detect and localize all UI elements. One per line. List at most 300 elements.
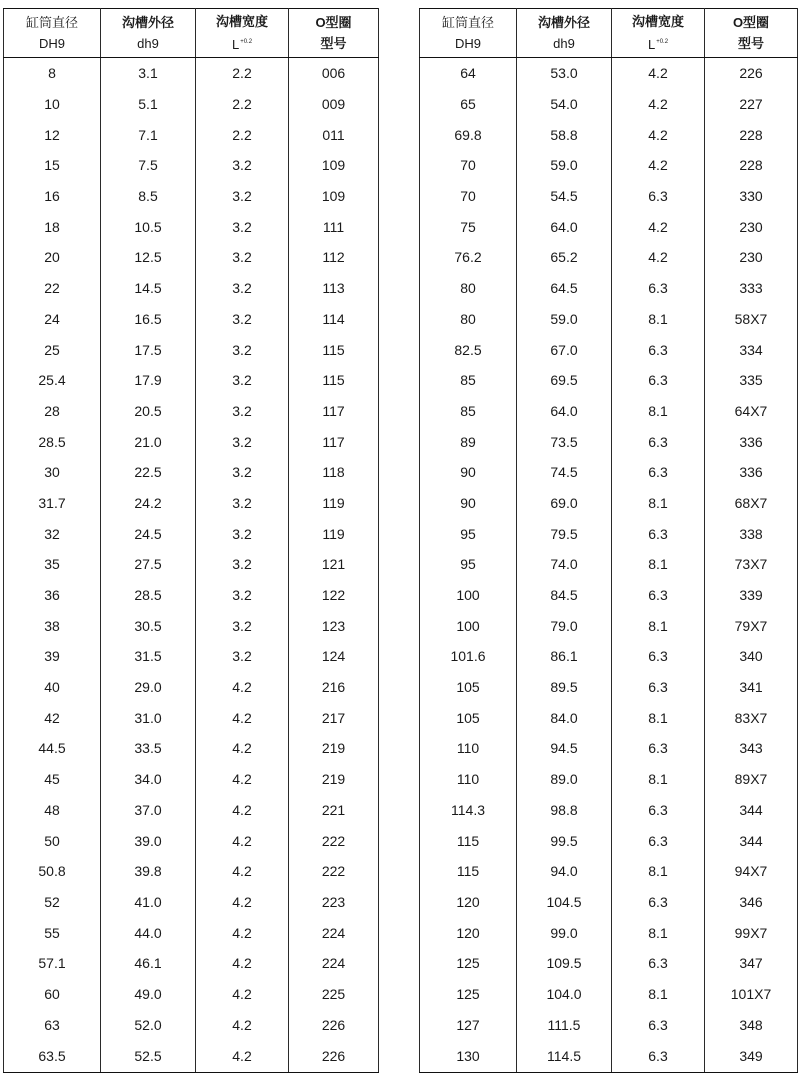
cell-bore: 28 (4, 396, 101, 427)
table-row (4, 181, 379, 212)
table-row (4, 488, 379, 519)
table-row (420, 917, 798, 948)
cell-bore: 36 (4, 580, 101, 611)
cell-groove-width: 4.2 (612, 211, 705, 242)
cell-bore: 95 (420, 549, 517, 580)
header-oring: O型圈 型号 (705, 9, 798, 58)
cell-oring: 228 (705, 119, 798, 150)
cell-bore: 40 (4, 672, 101, 703)
cell-groove-width: 3.2 (196, 610, 289, 641)
cell-bore: 35 (4, 549, 101, 580)
cell-bore: 20 (4, 242, 101, 273)
cell-oring: 58X7 (705, 304, 798, 335)
cell-oring: 113 (289, 273, 379, 304)
table-row (420, 764, 798, 795)
table-row (4, 1040, 379, 1073)
cell-groove-width: 3.2 (196, 641, 289, 672)
header-row (4, 9, 379, 58)
table-row (4, 549, 379, 580)
cell-groove-od: 89.5 (517, 672, 612, 703)
cell-bore: 45 (4, 764, 101, 795)
cell-bore: 82.5 (420, 334, 517, 365)
cell-bore: 125 (420, 979, 517, 1010)
spec-table-left (3, 8, 379, 1073)
table-row (4, 641, 379, 672)
cell-groove-width: 4.2 (612, 58, 705, 89)
cell-bore: 18 (4, 211, 101, 242)
cell-bore: 28.5 (4, 426, 101, 457)
cell-bore: 76.2 (420, 242, 517, 273)
table-row (420, 273, 798, 304)
cell-oring: 119 (289, 488, 379, 519)
cell-bore: 12 (4, 119, 101, 150)
cell-groove-width: 8.1 (612, 304, 705, 335)
cell-bore: 64 (420, 58, 517, 89)
cell-groove-od: 12.5 (101, 242, 196, 273)
table-row (420, 887, 798, 918)
cell-groove-od: 73.5 (517, 426, 612, 457)
cell-oring: 224 (289, 917, 379, 948)
cell-oring: 006 (289, 58, 379, 89)
cell-bore: 89 (420, 426, 517, 457)
cell-oring: 223 (289, 887, 379, 918)
table-row (420, 518, 798, 549)
cell-oring: 226 (289, 1009, 379, 1040)
table-row (4, 58, 379, 89)
cell-bore: 10 (4, 89, 101, 120)
table-row (420, 181, 798, 212)
table-row (4, 733, 379, 764)
cell-bore: 105 (420, 702, 517, 733)
cell-oring: 341 (705, 672, 798, 703)
cell-groove-od: 44.0 (101, 917, 196, 948)
cell-oring: 117 (289, 426, 379, 457)
cell-oring: 219 (289, 764, 379, 795)
table-row (420, 242, 798, 273)
cell-bore: 70 (420, 150, 517, 181)
cell-bore: 110 (420, 764, 517, 795)
cell-groove-width: 3.2 (196, 426, 289, 457)
cell-groove-width: 6.3 (612, 426, 705, 457)
cell-oring: 83X7 (705, 702, 798, 733)
cell-groove-od: 24.5 (101, 518, 196, 549)
cell-bore: 130 (420, 1040, 517, 1073)
cell-oring: 111 (289, 211, 379, 242)
cell-oring: 011 (289, 119, 379, 150)
cell-bore: 25 (4, 334, 101, 365)
table-row (4, 580, 379, 611)
table-row (4, 457, 379, 488)
cell-groove-od: 65.2 (517, 242, 612, 273)
cell-groove-width: 4.2 (612, 119, 705, 150)
table-row (4, 979, 379, 1010)
cell-bore: 115 (420, 856, 517, 887)
cell-groove-od: 8.5 (101, 181, 196, 212)
cell-oring: 338 (705, 518, 798, 549)
cell-groove-od: 29.0 (101, 672, 196, 703)
cell-groove-od: 69.0 (517, 488, 612, 519)
table-row (420, 825, 798, 856)
cell-groove-od: 86.1 (517, 641, 612, 672)
cell-bore: 57.1 (4, 948, 101, 979)
cell-groove-od: 17.5 (101, 334, 196, 365)
cell-groove-width: 8.1 (612, 488, 705, 519)
table-row (4, 795, 379, 826)
cell-bore: 69.8 (420, 119, 517, 150)
cell-oring: 221 (289, 795, 379, 826)
cell-groove-width: 2.2 (196, 58, 289, 89)
cell-groove-width: 2.2 (196, 89, 289, 120)
cell-bore: 30 (4, 457, 101, 488)
cell-bore: 125 (420, 948, 517, 979)
cell-oring: 009 (289, 89, 379, 120)
header-row (420, 9, 798, 58)
cell-oring: 349 (705, 1040, 798, 1073)
cell-oring: 222 (289, 856, 379, 887)
cell-groove-od: 59.0 (517, 150, 612, 181)
cell-groove-od: 21.0 (101, 426, 196, 457)
cell-groove-od: 14.5 (101, 273, 196, 304)
cell-groove-width: 4.2 (196, 1040, 289, 1073)
cell-groove-width: 4.2 (196, 1009, 289, 1040)
cell-oring: 121 (289, 549, 379, 580)
table-row (420, 641, 798, 672)
cell-oring: 217 (289, 702, 379, 733)
table-row (4, 917, 379, 948)
cell-oring: 109 (289, 150, 379, 181)
cell-groove-width: 4.2 (196, 672, 289, 703)
cell-oring: 79X7 (705, 610, 798, 641)
cell-bore: 42 (4, 702, 101, 733)
cell-groove-width: 8.1 (612, 549, 705, 580)
cell-groove-od: 94.5 (517, 733, 612, 764)
cell-groove-width: 8.1 (612, 917, 705, 948)
cell-groove-width: 8.1 (612, 702, 705, 733)
cell-groove-width: 6.3 (612, 672, 705, 703)
cell-groove-od: 22.5 (101, 457, 196, 488)
table-row (420, 856, 798, 887)
cell-oring: 119 (289, 518, 379, 549)
cell-bore: 80 (420, 304, 517, 335)
cell-bore: 114.3 (420, 795, 517, 826)
cell-oring: 344 (705, 825, 798, 856)
table-row (4, 856, 379, 887)
cell-groove-od: 59.0 (517, 304, 612, 335)
cell-groove-od: 69.5 (517, 365, 612, 396)
cell-groove-width: 6.3 (612, 948, 705, 979)
cell-groove-width: 4.2 (196, 979, 289, 1010)
table-row (420, 580, 798, 611)
cell-oring: 89X7 (705, 764, 798, 795)
table-row (4, 426, 379, 457)
spec-table-right (419, 8, 798, 1073)
table-row (420, 396, 798, 427)
table-row (4, 242, 379, 273)
cell-groove-od: 99.0 (517, 917, 612, 948)
cell-bore: 85 (420, 365, 517, 396)
cell-bore: 50 (4, 825, 101, 856)
cell-bore: 95 (420, 518, 517, 549)
cell-groove-od: 74.5 (517, 457, 612, 488)
cell-bore: 115 (420, 825, 517, 856)
cell-groove-od: 67.0 (517, 334, 612, 365)
cell-bore: 105 (420, 672, 517, 703)
cell-bore: 65 (420, 89, 517, 120)
cell-oring: 216 (289, 672, 379, 703)
cell-bore: 90 (420, 488, 517, 519)
table-row (4, 702, 379, 733)
cell-groove-od: 46.1 (101, 948, 196, 979)
cell-groove-width: 6.3 (612, 825, 705, 856)
cell-groove-od: 7.1 (101, 119, 196, 150)
cell-groove-width: 3.2 (196, 365, 289, 396)
table-row (420, 426, 798, 457)
cell-groove-od: 20.5 (101, 396, 196, 427)
cell-groove-width: 6.3 (612, 365, 705, 396)
cell-bore: 32 (4, 518, 101, 549)
cell-groove-width: 6.3 (612, 641, 705, 672)
cell-groove-width: 6.3 (612, 1040, 705, 1073)
cell-bore: 110 (420, 733, 517, 764)
cell-groove-width: 6.3 (612, 181, 705, 212)
cell-groove-od: 10.5 (101, 211, 196, 242)
cell-groove-width: 3.2 (196, 304, 289, 335)
cell-groove-width: 3.2 (196, 488, 289, 519)
cell-bore: 101.6 (420, 641, 517, 672)
cell-oring: 123 (289, 610, 379, 641)
header-bore: 缸筒直径 DH9 (4, 9, 101, 58)
cell-bore: 100 (420, 580, 517, 611)
cell-oring: 224 (289, 948, 379, 979)
cell-bore: 25.4 (4, 365, 101, 396)
cell-groove-width: 4.2 (196, 887, 289, 918)
cell-groove-width: 8.1 (612, 979, 705, 1010)
table-row (4, 150, 379, 181)
cell-bore: 44.5 (4, 733, 101, 764)
cell-groove-width: 3.2 (196, 457, 289, 488)
table-row (420, 979, 798, 1010)
cell-groove-width: 6.3 (612, 795, 705, 826)
table-row (4, 211, 379, 242)
cell-groove-width: 4.2 (196, 825, 289, 856)
cell-oring: 99X7 (705, 917, 798, 948)
cell-groove-width: 6.3 (612, 580, 705, 611)
cell-groove-width: 6.3 (612, 457, 705, 488)
table-row (420, 1040, 798, 1073)
cell-groove-width: 4.2 (612, 150, 705, 181)
cell-groove-od: 30.5 (101, 610, 196, 641)
table-row (420, 119, 798, 150)
table-row (4, 334, 379, 365)
cell-groove-od: 52.5 (101, 1040, 196, 1073)
cell-groove-width: 6.3 (612, 334, 705, 365)
cell-oring: 340 (705, 641, 798, 672)
table-row (420, 211, 798, 242)
cell-oring: 335 (705, 365, 798, 396)
cell-groove-od: 39.0 (101, 825, 196, 856)
header-oring: O型圈 型号 (289, 9, 379, 58)
cell-groove-width: 8.1 (612, 856, 705, 887)
table-row (4, 825, 379, 856)
cell-groove-width: 4.2 (196, 948, 289, 979)
table-body-left (4, 58, 379, 1073)
cell-bore: 85 (420, 396, 517, 427)
cell-bore: 16 (4, 181, 101, 212)
cell-bore: 50.8 (4, 856, 101, 887)
cell-oring: 348 (705, 1009, 798, 1040)
cell-bore: 63.5 (4, 1040, 101, 1073)
header-bore: 缸筒直径 DH9 (420, 9, 517, 58)
table-row (420, 733, 798, 764)
table-row (420, 457, 798, 488)
cell-groove-width: 3.2 (196, 211, 289, 242)
cell-groove-od: 49.0 (101, 979, 196, 1010)
table-row (420, 334, 798, 365)
cell-oring: 73X7 (705, 549, 798, 580)
cell-groove-od: 5.1 (101, 89, 196, 120)
cell-groove-width: 3.2 (196, 150, 289, 181)
table-row (420, 948, 798, 979)
cell-bore: 38 (4, 610, 101, 641)
cell-oring: 339 (705, 580, 798, 611)
cell-groove-width: 3.2 (196, 273, 289, 304)
cell-oring: 101X7 (705, 979, 798, 1010)
cell-oring: 115 (289, 365, 379, 396)
cell-oring: 230 (705, 242, 798, 273)
table-row (4, 518, 379, 549)
cell-groove-od: 31.0 (101, 702, 196, 733)
cell-groove-od: 17.9 (101, 365, 196, 396)
table-row (420, 1009, 798, 1040)
table-row (4, 365, 379, 396)
cell-oring: 219 (289, 733, 379, 764)
cell-groove-od: 54.5 (517, 181, 612, 212)
cell-bore: 127 (420, 1009, 517, 1040)
cell-oring: 346 (705, 887, 798, 918)
table-row (420, 549, 798, 580)
cell-bore: 63 (4, 1009, 101, 1040)
cell-bore: 120 (420, 887, 517, 918)
header-groove-od: 沟槽外径 dh9 (517, 9, 612, 58)
cell-bore: 48 (4, 795, 101, 826)
table-row (420, 672, 798, 703)
cell-groove-od: 98.8 (517, 795, 612, 826)
cell-groove-od: 16.5 (101, 304, 196, 335)
cell-groove-width: 4.2 (196, 795, 289, 826)
cell-oring: 226 (705, 58, 798, 89)
cell-oring: 333 (705, 273, 798, 304)
table-row (420, 702, 798, 733)
cell-groove-od: 27.5 (101, 549, 196, 580)
table-row (4, 89, 379, 120)
cell-oring: 343 (705, 733, 798, 764)
cell-oring: 109 (289, 181, 379, 212)
cell-groove-width: 3.2 (196, 181, 289, 212)
cell-groove-width: 4.2 (612, 242, 705, 273)
cell-groove-od: 84.5 (517, 580, 612, 611)
cell-oring: 118 (289, 457, 379, 488)
cell-bore: 60 (4, 979, 101, 1010)
table-row (420, 795, 798, 826)
cell-oring: 347 (705, 948, 798, 979)
cell-groove-od: 104.0 (517, 979, 612, 1010)
table-row (420, 58, 798, 89)
cell-groove-od: 89.0 (517, 764, 612, 795)
cell-groove-od: 64.0 (517, 211, 612, 242)
cell-oring: 122 (289, 580, 379, 611)
header-groove-width: 沟槽宽度 $L^{+0.2}$ (612, 9, 705, 58)
cell-bore: 39 (4, 641, 101, 672)
cell-groove-od: 34.0 (101, 764, 196, 795)
table-body-right (420, 58, 798, 1073)
cell-oring: 115 (289, 334, 379, 365)
cell-oring: 336 (705, 457, 798, 488)
cell-groove-od: 58.8 (517, 119, 612, 150)
cell-oring: 225 (289, 979, 379, 1010)
cell-oring: 114 (289, 304, 379, 335)
cell-groove-od: 39.8 (101, 856, 196, 887)
cell-groove-width: 4.2 (196, 733, 289, 764)
table-row (4, 396, 379, 427)
cell-groove-width: 4.2 (196, 917, 289, 948)
cell-groove-od: 54.0 (517, 89, 612, 120)
cell-bore: 22 (4, 273, 101, 304)
header-groove-width: 沟槽宽度 $L^{+0.2}$ (196, 9, 289, 58)
cell-groove-od: 53.0 (517, 58, 612, 89)
cell-groove-width: 8.1 (612, 610, 705, 641)
cell-groove-od: 99.5 (517, 825, 612, 856)
table-row (420, 610, 798, 641)
cell-bore: 31.7 (4, 488, 101, 519)
cell-groove-width: 3.2 (196, 396, 289, 427)
cell-oring: 330 (705, 181, 798, 212)
table-row (420, 89, 798, 120)
cell-groove-width: 4.2 (612, 89, 705, 120)
cell-oring: 334 (705, 334, 798, 365)
cell-groove-od: 31.5 (101, 641, 196, 672)
cell-bore: 100 (420, 610, 517, 641)
cell-groove-width: 8.1 (612, 396, 705, 427)
cell-groove-width: 3.2 (196, 334, 289, 365)
cell-bore: 24 (4, 304, 101, 335)
cell-oring: 124 (289, 641, 379, 672)
cell-groove-width: 6.3 (612, 733, 705, 764)
cell-oring: 68X7 (705, 488, 798, 519)
cell-groove-width: 6.3 (612, 518, 705, 549)
cell-groove-od: 3.1 (101, 58, 196, 89)
cell-bore: 15 (4, 150, 101, 181)
cell-groove-od: 74.0 (517, 549, 612, 580)
cell-groove-od: 24.2 (101, 488, 196, 519)
table-row (4, 610, 379, 641)
cell-groove-od: 109.5 (517, 948, 612, 979)
cell-groove-width: 3.2 (196, 518, 289, 549)
cell-bore: 52 (4, 887, 101, 918)
cell-groove-width: 2.2 (196, 119, 289, 150)
cell-oring: 112 (289, 242, 379, 273)
cell-groove-od: 41.0 (101, 887, 196, 918)
cell-oring: 336 (705, 426, 798, 457)
header-groove-od: 沟槽外径 dh9 (101, 9, 196, 58)
cell-groove-od: 52.0 (101, 1009, 196, 1040)
cell-groove-od: 7.5 (101, 150, 196, 181)
cell-groove-od: 114.5 (517, 1040, 612, 1073)
table-row (4, 672, 379, 703)
table-row (4, 764, 379, 795)
cell-groove-od: 64.0 (517, 396, 612, 427)
cell-groove-od: 79.5 (517, 518, 612, 549)
table-row (4, 304, 379, 335)
